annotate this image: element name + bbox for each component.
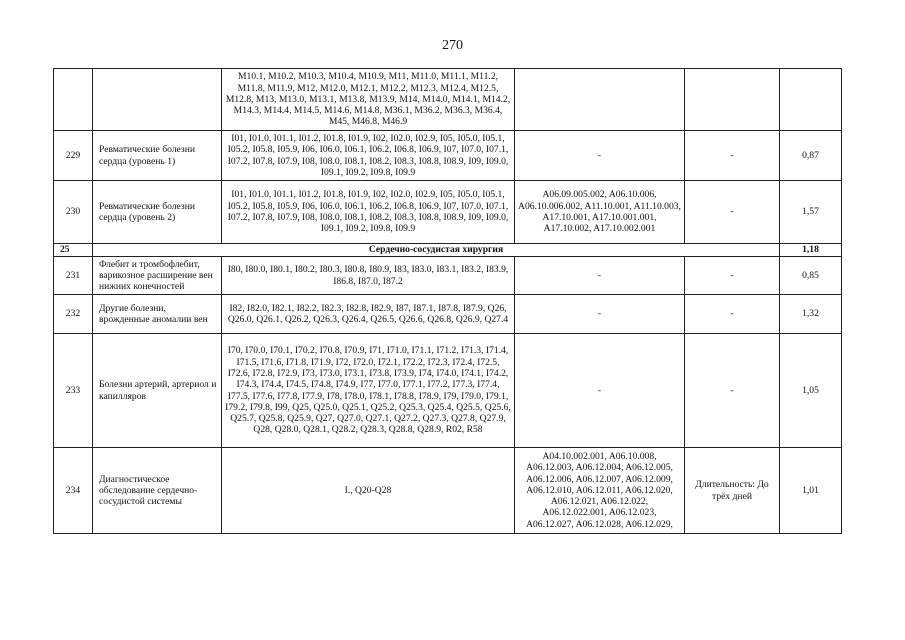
section-number-cell: 25 bbox=[54, 244, 93, 257]
coefficient-cell bbox=[780, 69, 842, 131]
diagnosis-codes-cell: I01, I01.0, I01.1, I01.2, I01.8, I01.9, I02, I02.0, I02.9, I05, I05.0, I05.1, I05.2, I05.8, I05.9, I06, I06.0, I06.1, I06.2, I06.8, I06.9, I07, I07.0, I07.1, I07.2, I07.8, I07.9, I08, I08.0, I08.1, I08.2, I08.3, I08.8, I08.9, I09, I09.0, I09.1, I09.2, I09.8, I09.9 bbox=[222, 181, 515, 244]
row-name-cell: Диагностическое обследование сердечно-сосудистой системы bbox=[93, 448, 222, 534]
services-cell: - bbox=[515, 295, 685, 334]
row-number-cell: 234 bbox=[54, 448, 93, 534]
diagnosis-codes-cell: I82, I82.0, I82.1, I82.2, I82.3, I82.8, I82.9, I87, I87.1, I87.8, I87.9, Q26, Q26.0, Q26.1, Q26.2, Q26.3, Q26.4, Q26.5, Q26.6, Q26.8, Q26.9, Q27.4 bbox=[222, 295, 515, 334]
tariff-table bbox=[53, 68, 842, 534]
extra-criteria-cell: - bbox=[685, 131, 780, 181]
extra-criteria-cell: Длительность: До трёх дней bbox=[685, 448, 780, 534]
row-name-cell: Болезни артерий, артериол и капилляров bbox=[93, 334, 222, 448]
row-name-cell: Другие болезни, врожденные аномалии вен bbox=[93, 295, 222, 334]
row-name-cell bbox=[93, 69, 222, 131]
row-number-cell: 232 bbox=[54, 295, 93, 334]
services-cell: - bbox=[515, 131, 685, 181]
section-coefficient-cell: 1,18 bbox=[780, 244, 842, 257]
extra-criteria-cell bbox=[685, 69, 780, 131]
services-cell: - bbox=[515, 257, 685, 295]
services-cell: A04.10.002.001, A06.10.008, A06.12.003, A06.12.004, A06.12.005, A06.12.006, A06.12.007, A06.12.009, A06.12.010, A06.12.011, A06.12.020, A06.12.021, A06.12.022, A06.12.022.001, A06.12.023, A06.12.027, A06.12.028, A06.12.029, bbox=[515, 448, 685, 534]
services-cell: A06.09.005.002, A06.10.006, A06.10.006.002, A11.10.001, A11.10.003, A17.10.001, A17.10.001.001, A17.10.002, A17.10.002.001 bbox=[515, 181, 685, 244]
coefficient-cell: 1,05 bbox=[780, 334, 842, 448]
extra-criteria-cell: - bbox=[685, 181, 780, 244]
services-cell bbox=[515, 69, 685, 131]
row-number-cell: 230 bbox=[54, 181, 93, 244]
table-row-232 bbox=[54, 295, 842, 334]
row-name-cell: Ревматические болезни сердца (уровень 2) bbox=[93, 181, 222, 244]
row-number-cell: 229 bbox=[54, 131, 93, 181]
table-row-231 bbox=[54, 257, 842, 295]
coefficient-cell: 1,57 bbox=[780, 181, 842, 244]
section-title-cell: Сердечно-сосудистая хирургия bbox=[93, 244, 780, 257]
row-number-cell: 233 bbox=[54, 334, 93, 448]
row-number-cell: 231 bbox=[54, 257, 93, 295]
table-row-233 bbox=[54, 334, 842, 448]
extra-criteria-cell: - bbox=[685, 257, 780, 295]
diagnosis-codes-cell: I70, I70.0, I70.1, I70.2, I70.8, I70.9, I71, I71.0, I71.1, I71.2, I71.3, I71.4, I71.5, I71.6, I71.8, I71.9, I72, I72.0, I72.1, I72.2, I72.3, I72.4, I72.5, I72.6, I72.8, I72.9, I73, I73.0, I73.1, I73.8, I73.9, I74, I74.0, I74.1, I74.2, I74.3, I74.4, I74.5, I74.8, I74.9, I77, I77.0, I77.1, I77.2, I77.3, I77.4, I77.5, I77.6, I77.8, I77.9, I78, I78.0, I78.1, I78.8, I78.9, I79, I79.0, I79.1, I79.2, I79.8, I99, Q25, Q25.0, Q25.1, Q25.2, Q25.3, Q25.4, Q25.5, Q25.6, Q25.7, Q25.8, Q25.9, Q27, Q27.0, Q27.1, Q27.2, Q27.3, Q27.8, Q27.9, Q28, Q28.0, Q28.1, Q28.2, Q28.3, Q28.8, Q28.9, R02, R58 bbox=[222, 334, 515, 448]
row-number-cell bbox=[54, 69, 93, 131]
table-row-234 bbox=[54, 448, 842, 534]
section-row bbox=[54, 244, 842, 257]
table-row-230 bbox=[54, 181, 842, 244]
diagnosis-codes-cell: I01, I01.0, I01.1, I01.2, I01.8, I01.9, I02, I02.0, I02.9, I05, I05.0, I05.1, I05.2, I05.8, I05.9, I06, I06.0, I06.1, I06.2, I06.8, I06.9, I07, I07.0, I07.1, I07.2, I07.8, I07.9, I08, I08.0, I08.1, I08.2, I08.3, I08.8, I08.9, I09, I09.0, I09.1, I09.2, I09.8, I09.9 bbox=[222, 131, 515, 181]
extra-criteria-cell: - bbox=[685, 334, 780, 448]
page-number: 270 bbox=[442, 38, 463, 53]
table-row-229 bbox=[54, 131, 842, 181]
coefficient-cell: 0,85 bbox=[780, 257, 842, 295]
extra-criteria-cell: - bbox=[685, 295, 780, 334]
diagnosis-codes-cell: I80, I80.0, I80.1, I80.2, I80.3, I80.8, I80.9, I83, I83.0, I83.1, I83.2, I83.9, I86.8, I87.0, I87.2 bbox=[222, 257, 515, 295]
row-name-cell: Ревматические болезни сердца (уровень 1) bbox=[93, 131, 222, 181]
diagnosis-codes-cell: I., Q20-Q28 bbox=[222, 448, 515, 534]
table-row-continuation bbox=[54, 69, 842, 131]
services-cell: - bbox=[515, 334, 685, 448]
diagnosis-codes-cell: M10.1, M10.2, M10.3, M10.4, M10.9, M11, M11.0, M11.1, M11.2, M11.8, M11.9, M12, M12.0, M12.1, M12.2, M12.3, M12.4, M12.5, M12.8, M13, M13.0, M13.1, M13.8, M13.9, M14, M14.0, M14.1, M14.2, M14.3, M14.4, M14.5, M14.6, M14.8, M36.1, M36.2, M36.3, M36.4, M45, M46.8, M46.9 bbox=[222, 69, 515, 131]
row-name-cell: Флебит и тромбофлебит, варикозное расширение вен нижних конечностей bbox=[93, 257, 222, 295]
coefficient-cell: 1,01 bbox=[780, 448, 842, 534]
coefficient-cell: 1,32 bbox=[780, 295, 842, 334]
coefficient-cell: 0,87 bbox=[780, 131, 842, 181]
